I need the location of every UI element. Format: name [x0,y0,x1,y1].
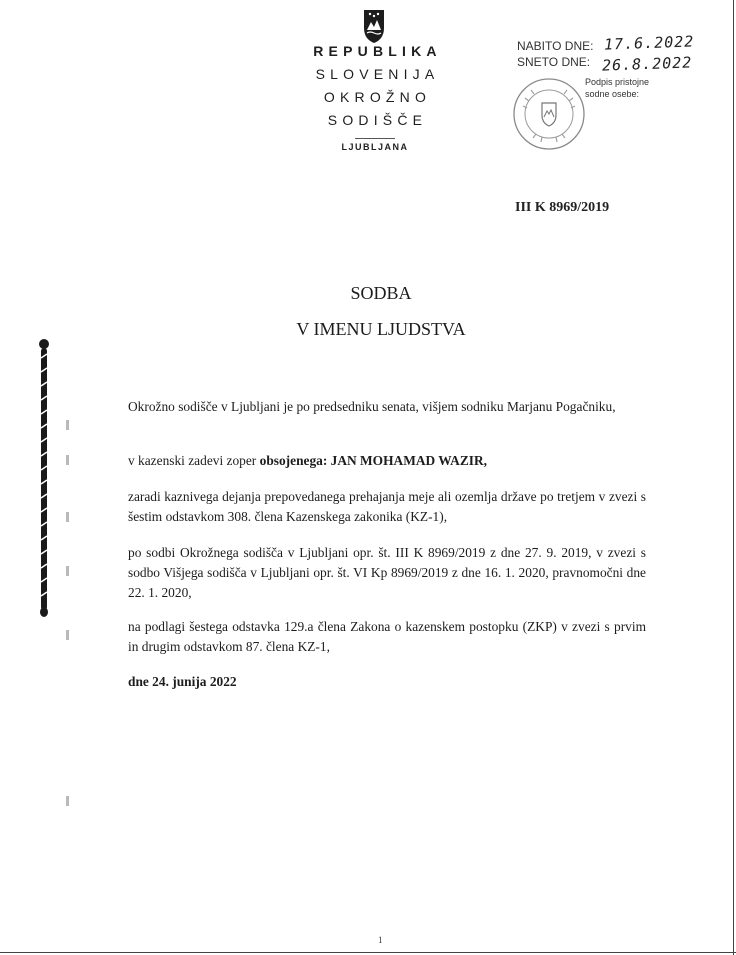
court-line-republika: REPUBLIKA [313,43,442,59]
received-date-handwritten: 17.6.2022 [603,32,695,54]
scan-mark [66,455,69,465]
posting-stamp-labels [517,38,593,70]
page-number: 1 [378,935,383,945]
court-line-sodisce: SODIŠČE [327,112,428,128]
signature-note [585,76,649,100]
signature-line-1: Podpis pristojne [585,77,650,87]
removed-label: SNETO DNE: [517,55,591,69]
judgment-date: dne 24. junija 2022 [128,674,237,689]
paragraph-court-composition: Okrožno sodišče v Ljubljani je po predsedniku senata, višjem sodniku Marjanu Pogačniku, [128,399,616,414]
court-city: LJUBLJANA [341,142,409,152]
paragraph-offense: zaradi kaznivega dejanja prepovedanega prehajanja meje ali ozemlja države po tretjem v zvezi s šestim odstavkom 308. člena Kazenskega zakonika (KZ-1), [128,489,646,524]
court-header [300,40,450,152]
scan-mark [66,796,69,806]
paragraph-legal-basis: na podlagi šestega odstavka 129.a člena Zakona o kazenskem postopku (ZKP) v zvezi s prvim in drugim odstavkom 87. člena KZ-1, [128,619,646,654]
court-seal-icon [511,76,587,152]
binding-cord-icon [36,338,52,618]
court-divider [355,138,395,139]
document-subtitle: V IMENU LJUDSTVA [296,319,466,339]
court-line-slovenija: SLOVENIJA [315,66,440,82]
removed-date-handwritten: 26.8.2022 [601,53,693,75]
scan-mark [66,420,69,430]
court-line-okrozno: OKROŽNO [323,89,432,105]
document-title: SODBA [350,283,412,303]
paragraph-prior-judgment: po sodbi Okrožnega sodišča v Ljubljani opr. št. III K 8969/2019 z dne 27. 9. 2019, v zvezi s sodbo Višjega sodišča v Ljubljani opr. št. VI Kp 8969/2019 z dne 16. 1. 2020, pravnomočni dne 22. 1. 2020, [128,545,646,600]
case-number: III K 8969/2019 [515,200,610,215]
scan-mark [66,512,69,522]
scan-edge-bottom [0,952,736,953]
defendant-prefix: v kazenski zadevi zoper [128,453,260,468]
defendant-name: obsojenega: JAN MOHAMAD WAZIR, [259,453,488,468]
paragraph-defendant [128,451,646,471]
slovenia-coat-of-arms-icon [361,8,387,44]
scan-mark [66,566,69,576]
signature-line-2: sodne osebe: [585,89,640,99]
scan-mark [66,630,69,640]
scan-edge-right [733,0,734,955]
received-label: NABITO DNE: [517,39,594,53]
